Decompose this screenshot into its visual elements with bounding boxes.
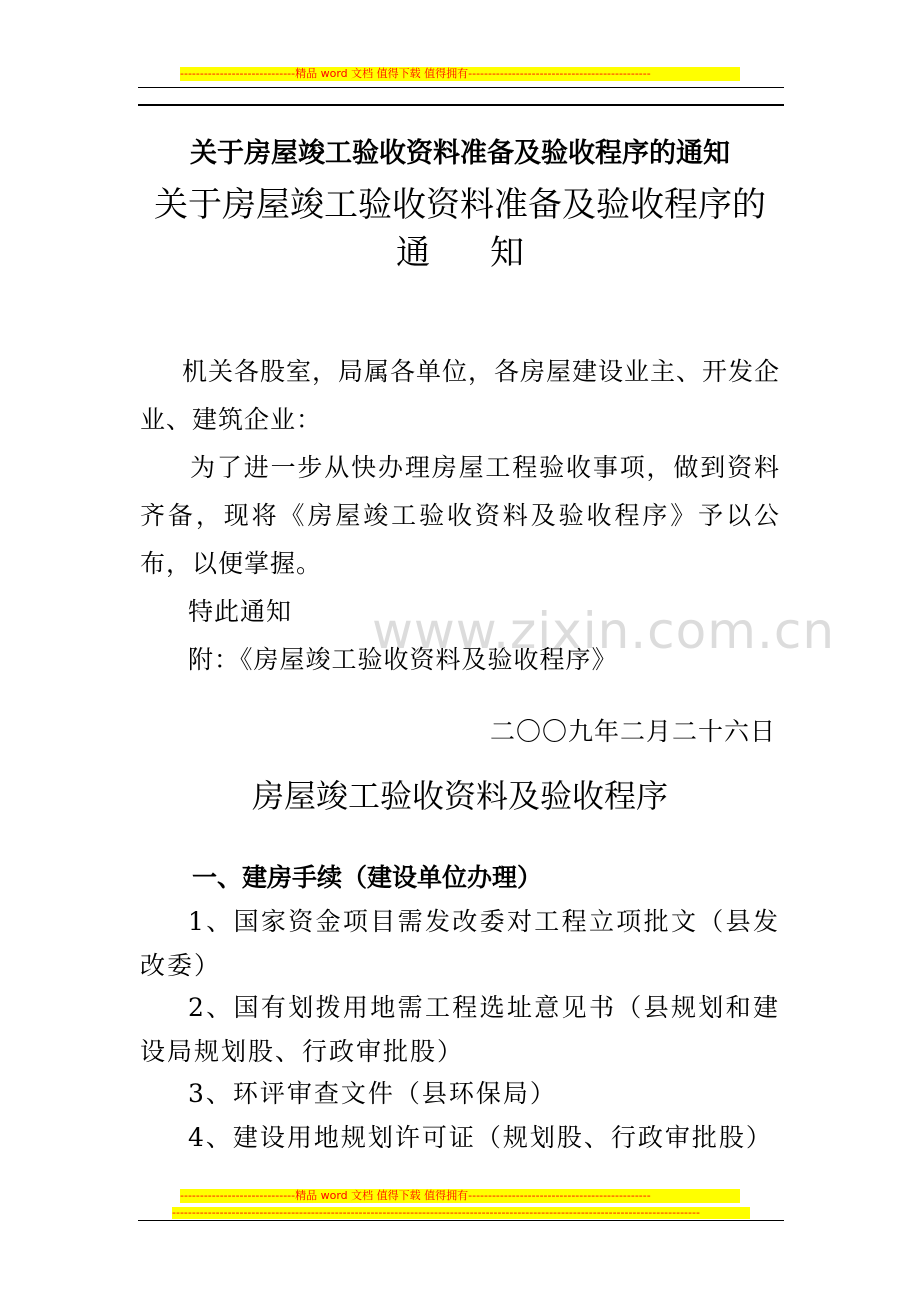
document-title-large-line1: 关于房屋竣工验收资料准备及验收程序的 xyxy=(154,185,766,225)
document-title-large-line2: 通知 xyxy=(396,233,584,273)
header-banner: -----------------------------精品 word 文档 值得下载 值得拥有---------------------------------------------- xyxy=(180,67,740,81)
procedure-item: 2、国有划拨用地需工程选址意见书（县规划和建设局规划股、行政审批股） xyxy=(140,993,780,1066)
footer-dash-line: ------------------------------------------------------------------------------------------------------------------------------------- xyxy=(172,1207,750,1219)
footer-banner: -----------------------------精品 word 文档 值得下载 值得拥有---------------------------------------------- xyxy=(180,1189,740,1203)
section-heading: 一、建房手续（建设单位办理） xyxy=(192,863,543,892)
greeting-paragraph: 机关各股室，局属各单位，各房屋建设业主、开发企业、建筑企业： xyxy=(140,357,781,434)
special-notice: 特此通知 xyxy=(188,597,293,626)
header-divider-thin xyxy=(138,87,784,88)
document-date: 二〇〇九年二月二十六日 xyxy=(489,717,776,746)
content-paragraph: 为了进一步从快办理房屋工程验收事项，做到资料齐备，现将《房屋竣工验收资料及验收程序》予以公布，以便掌握。 xyxy=(140,453,780,578)
document-title-bold: 关于房屋竣工验收资料准备及验收程序的通知 xyxy=(190,138,730,169)
header-divider-thick xyxy=(138,104,784,106)
footer-divider xyxy=(138,1220,784,1221)
watermark: www.zixin.com.cn xyxy=(372,602,836,660)
attachment-line: 附：《房屋竣工验收资料及验收程序》 xyxy=(188,645,618,674)
procedure-item: 4、建设用地规划许可证（规划股、行政审批股） xyxy=(188,1123,773,1152)
procedure-title: 房屋竣工验收资料及验收程序 xyxy=(251,777,668,815)
procedure-item: 1、国家资金项目需发改委对工程立项批文（县发改委） xyxy=(140,907,780,980)
procedure-item: 3、环评审查文件（县环保局） xyxy=(188,1079,557,1108)
